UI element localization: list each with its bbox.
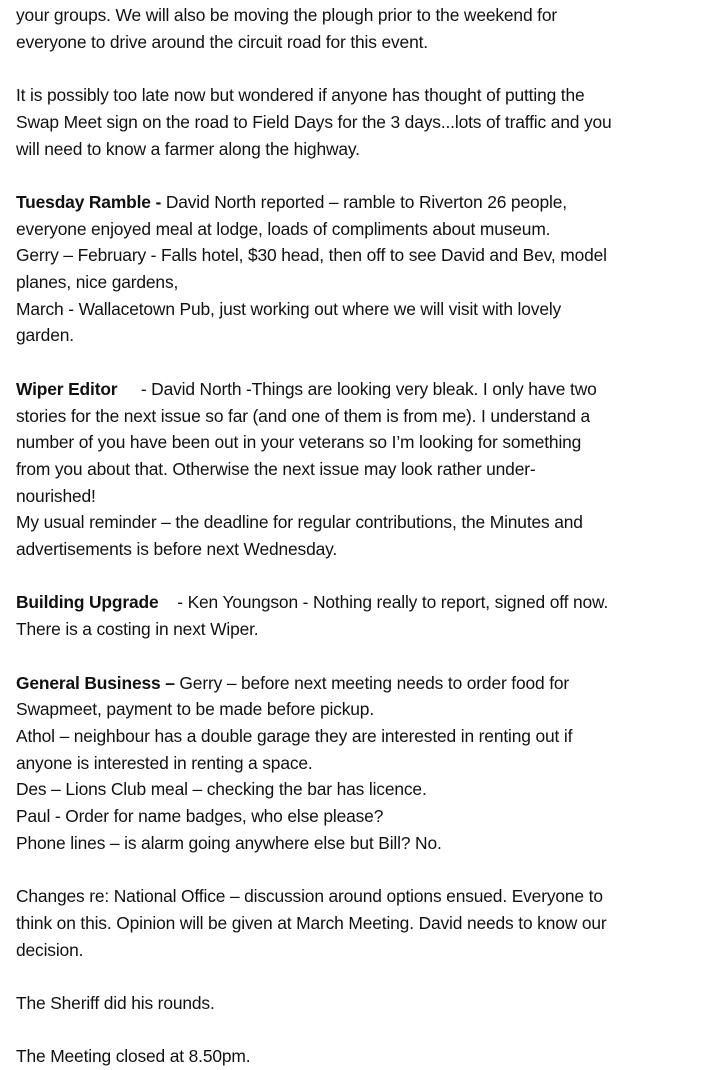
text-fragment: - David North -Things are looking very bleak. I only have two [117,378,597,399]
text-line: advertisements is before next Wednesday. [16,539,338,560]
text-line [16,589,704,616]
text-line: March - Wallacetown Pub, just working out where we will visit with lovely [16,298,562,319]
text-line: nourished! [16,485,96,506]
tuesday-ramble-section [16,189,704,349]
text-line: It is possibly too late now but wondered if anyone has thought of putting the [16,85,585,106]
text-line: The Sheriff did his rounds. [16,992,215,1013]
text-line: number of you have been out in your veterans so I’m looking for something [16,432,582,453]
building-upgrade-section [16,589,704,642]
wiper-editor-section [16,376,704,563]
text-line: Swap Meet sign on the road to Field Days for the 3 days...lots of traffic and you [16,111,612,132]
section-heading: Tuesday Ramble - [16,191,166,212]
text-line: stories for the next issue so far (and one of them is from me). I understand a [16,405,591,426]
text-line: planes, nice gardens, [16,272,179,292]
text-line: Paul - Order for name badges, who else please? [16,806,384,827]
text-line: will need to know a farmer along the highway. [16,138,360,159]
text-line: anyone is interested in renting a space. [16,752,313,773]
national-office-paragraph [16,883,704,963]
text-fragment: Gerry – before next meeting needs to order food for [174,672,570,693]
text-line: Athol – neighbour has a double garage they are interested in renting out if [16,725,573,746]
text-line [16,376,704,403]
text-line [16,189,704,216]
text-line: your groups. We will also be moving the plough prior to the weekend for [16,5,558,25]
text-line: decision. [16,939,84,960]
text-line: everyone enjoyed meal at lodge, loads of compliments about museum. [16,218,551,239]
field-days-paragraph [16,82,704,162]
text-line: Gerry – February - Falls hotel, $30 head, then off to see David and Bev, model [16,245,607,266]
text-line: garden. [16,325,74,346]
section-heading: General Business – [16,672,175,693]
text-line [16,670,704,697]
text-fragment: - Ken Youngson - Nothing really to report, signed off now. [158,592,609,613]
sheriff-paragraph [16,990,704,1017]
section-heading: Building Upgrade [16,592,159,613]
closing-paragraph [16,1043,704,1070]
text-line: everyone to drive around the circuit road for this event. [16,31,428,52]
text-line: The Meeting closed at 8.50pm. [16,1046,251,1067]
text-fragment: David North reported – ramble to Riverton 26 people, [165,191,567,212]
text-line: There is a costing in next Wiper. [16,619,259,640]
text-line: Des – Lions Club meal – checking the bar has licence. [16,779,427,800]
text-line: My usual reminder – the deadline for regular contributions, the Minutes and [16,512,583,533]
text-line: Phone lines – is alarm going anywhere else but Bill? No. [16,832,442,853]
text-line: from you about that. Otherwise the next issue may look rather under- [16,458,536,479]
text-line: Changes re: National Office – discussion around options ensued. Everyone to [16,886,603,907]
text-line: think on this. Opinion will be given at March Meeting. David needs to know our [16,912,607,933]
intro-paragraph [16,2,704,55]
general-business-section [16,670,704,857]
text-line: Swapmeet, payment to be made before pickup. [16,699,374,720]
section-heading: Wiper Editor [16,378,118,399]
